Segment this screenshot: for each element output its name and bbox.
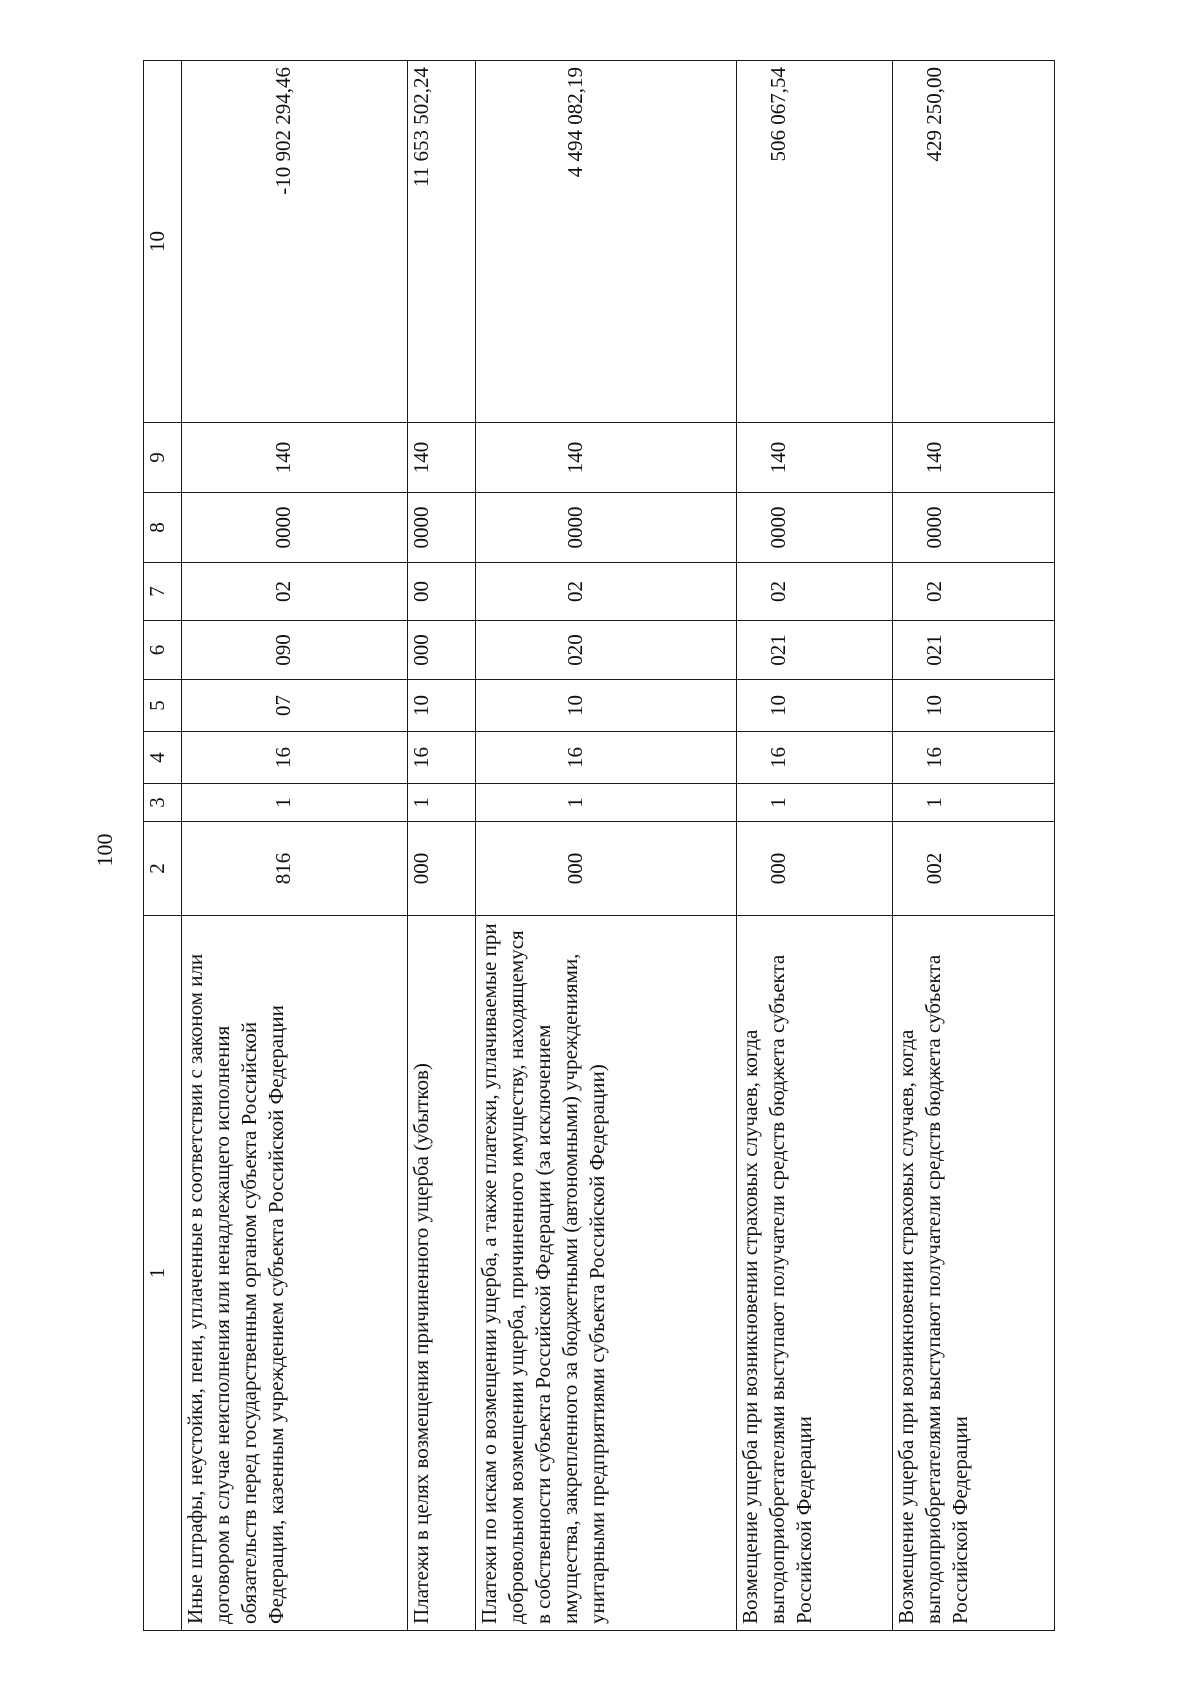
cell-element: 00 <box>408 563 476 621</box>
cell-article: 10 <box>408 680 476 732</box>
cell-element: 02 <box>736 563 893 621</box>
table-row <box>181 61 408 1631</box>
cell-economic: 140 <box>736 423 893 493</box>
header-cell: 3 <box>144 784 182 822</box>
row-description: Иные штрафы, неустойки, пени, уплаченные в соответствии с законом или договором в случае неисполнения или ненадлежащего исполнения обязательств перед государственным органом субъекта Российской Федерации, казенным учреждением субъекта Российской Федерации <box>181 916 408 1631</box>
row-description: Возмещение ущерба при возникновении страховых случаев, когда выгодоприобретателями выступают получатели средств бюджета субъекта Российской Федерации <box>736 916 893 1631</box>
header-cell: 9 <box>144 423 182 493</box>
cell-program: 0000 <box>181 493 408 563</box>
cell-subgroup: 16 <box>736 732 893 784</box>
cell-program: 0000 <box>736 493 893 563</box>
header-cell: 8 <box>144 493 182 563</box>
header-cell: 5 <box>144 680 182 732</box>
cell-economic: 140 <box>476 423 736 493</box>
cell-program: 0000 <box>476 493 736 563</box>
header-cell: 7 <box>144 563 182 621</box>
rotated-table-container <box>143 61 1055 1631</box>
cell-group: 1 <box>736 784 893 822</box>
cell-group: 1 <box>181 784 408 822</box>
cell-admin-code: 000 <box>476 822 736 916</box>
cell-element: 02 <box>181 563 408 621</box>
row-description: Возмещение ущерба при возникновении страховых случаев, когда выгодоприобретателями выступают получатели средств бюджета субъекта Российской Федерации <box>893 916 1055 1631</box>
cell-subgroup: 16 <box>476 732 736 784</box>
cell-article: 07 <box>181 680 408 732</box>
cell-article: 10 <box>893 680 1055 732</box>
row-description: Платежи в целях возмещения причиненного ущерба (убытков) <box>408 916 476 1631</box>
cell-article: 10 <box>736 680 893 732</box>
header-cell: 4 <box>144 732 182 784</box>
cell-economic: 140 <box>408 423 476 493</box>
cell-amount: 11 653 502,24 <box>408 61 476 423</box>
header-cell: 10 <box>144 61 182 423</box>
table-row <box>408 61 476 1631</box>
cell-amount: 429 250,00 <box>893 61 1055 423</box>
cell-program: 0000 <box>408 493 476 563</box>
cell-subarticle: 021 <box>893 621 1055 680</box>
cell-economic: 140 <box>893 423 1055 493</box>
cell-subarticle: 021 <box>736 621 893 680</box>
cell-group: 1 <box>408 784 476 822</box>
table-row <box>736 61 893 1631</box>
cell-amount: 506 067,54 <box>736 61 893 423</box>
cell-subarticle: 000 <box>408 621 476 680</box>
page-number: 100 <box>92 833 117 867</box>
cell-subgroup: 16 <box>893 732 1055 784</box>
table-header-row <box>144 61 182 1631</box>
cell-admin-code: 002 <box>893 822 1055 916</box>
cell-subgroup: 16 <box>181 732 408 784</box>
cell-element: 02 <box>893 563 1055 621</box>
cell-subarticle: 020 <box>476 621 736 680</box>
cell-admin-code: 000 <box>408 822 476 916</box>
table-row <box>893 61 1055 1631</box>
revenue-table <box>143 60 1055 1631</box>
cell-amount: -10 902 294,46 <box>181 61 408 423</box>
header-cell: 2 <box>144 822 182 916</box>
header-cell: 6 <box>144 621 182 680</box>
cell-subarticle: 090 <box>181 621 408 680</box>
cell-program: 0000 <box>893 493 1055 563</box>
cell-element: 02 <box>476 563 736 621</box>
table-row <box>476 61 736 1631</box>
cell-article: 10 <box>476 680 736 732</box>
cell-admin-code: 816 <box>181 822 408 916</box>
cell-economic: 140 <box>181 423 408 493</box>
cell-admin-code: 000 <box>736 822 893 916</box>
header-cell: 1 <box>144 916 182 1631</box>
row-description: Платежи по искам о возмещении ущерба, а также платежи, уплачиваемые при добровольном возмещении ущерба, причиненного имуществу, находящемуся в собственности субъекта Российской Федерации (за исключением имущества, закрепленного за бюджетными (автономными) учреждениями, унитарными предприятиями субъекта Российской Федерации) <box>476 916 736 1631</box>
cell-group: 1 <box>476 784 736 822</box>
cell-amount: 4 494 082,19 <box>476 61 736 423</box>
cell-subgroup: 16 <box>408 732 476 784</box>
cell-group: 1 <box>893 784 1055 822</box>
